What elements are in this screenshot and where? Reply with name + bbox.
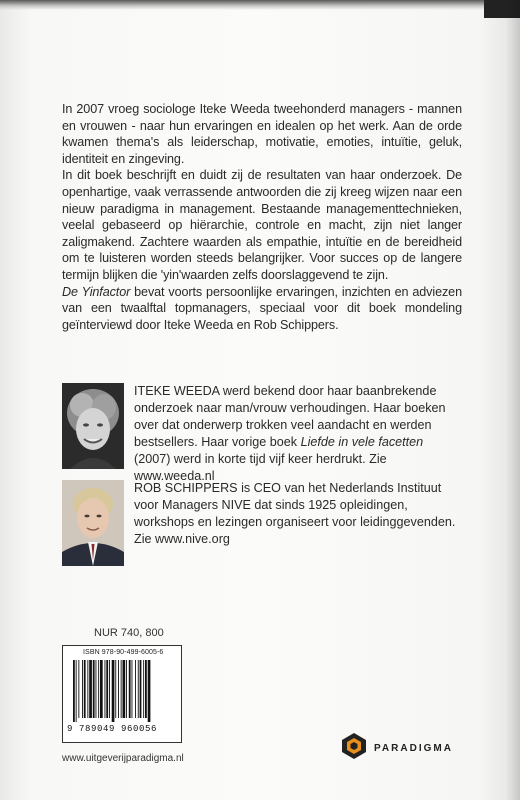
cover-top-edge	[0, 0, 520, 10]
author-bio-text: is CEO van het Nederlands Instituut voor Managers NIVE dat sinds 1925 opleidingen, workshops en lezingen organiseert voor leidinggevenden. Zie www.nive.org	[134, 481, 456, 546]
barcode	[62, 645, 182, 743]
book-title: De Yinfactor	[62, 284, 131, 299]
nur-code: NUR 740, 800	[94, 627, 164, 639]
author-bio-weeda	[134, 383, 462, 485]
publisher-logo	[340, 732, 480, 766]
isbn-number: ISBN 978-90-499-6005-6	[83, 649, 164, 656]
barcode-digits: 9 789049 960056	[67, 724, 158, 734]
barcode-bars	[71, 660, 173, 722]
blurb-paragraph-2: In dit boek beschrijft en duidt zij de resultaten van haar onderzoek. De openhartige, vaak verrassende antwoorden die zij kreeg wijzen naar een nieuw paradigma in management. Bestaande managementtechnieken, veelal gebaseerd op hiërarchie, controle en macht, zijn niet langer zaligmakend. Zachtere waarden als empathie, intuïtie en de bereidheid om te luisteren worden steeds belangrijker. Voor succes op de langere termijn blijken die 'yin'waarden zelfs doorslaggevend te zijn.	[62, 168, 462, 282]
blurb-paragraph-3-text: bevat voorts persoonlijke ervaringen, inzichten en adviezen van een twaalftal topmanagers, speciaal voor dit boek mondeling geïnterviewd door Iteke Weeda en Rob Schippers.	[62, 284, 462, 332]
paradigma-logo-icon	[340, 732, 368, 760]
author-bio-text: werd bekend door haar baanbrekende onderzoek naar man/vrouw verhoudingen. Haar boeken over dat onderwerp trokken veel aandacht en werden bestsellers. Haar vorige boek	[134, 384, 446, 449]
blurb-paragraph-3	[62, 284, 462, 334]
author-photo-schippers	[62, 480, 124, 566]
blurb-text	[62, 101, 462, 333]
paradigma-logo-text: PARADIGMA	[374, 743, 453, 754]
blurb-paragraph-1: In 2007 vroeg sociologe Iteke Weeda tweehonderd managers - mannen en vrouwen - naar hun ervaringen en idealen op het werk. Aan de orde kwamen thema's als leiderschap, motivatie, emoties, intuïtie, geluk, identiteit en zingeving.	[62, 102, 462, 166]
author-name: ROB SCHIPPERS	[134, 481, 238, 495]
previous-book-title: Liefde in vele facetten	[300, 435, 424, 449]
publisher-url: www.uitgeverijparadigma.nl	[62, 753, 184, 764]
author-photo-weeda	[62, 383, 124, 469]
spine-shadow	[506, 0, 520, 800]
author-bio-text-end: (2007) werd in korte tijd vijf keer herdrukt. Zie www.weeda.nl	[134, 452, 387, 483]
author-bio-schippers	[134, 480, 462, 548]
author-name: ITEKE WEEDA	[134, 384, 220, 398]
